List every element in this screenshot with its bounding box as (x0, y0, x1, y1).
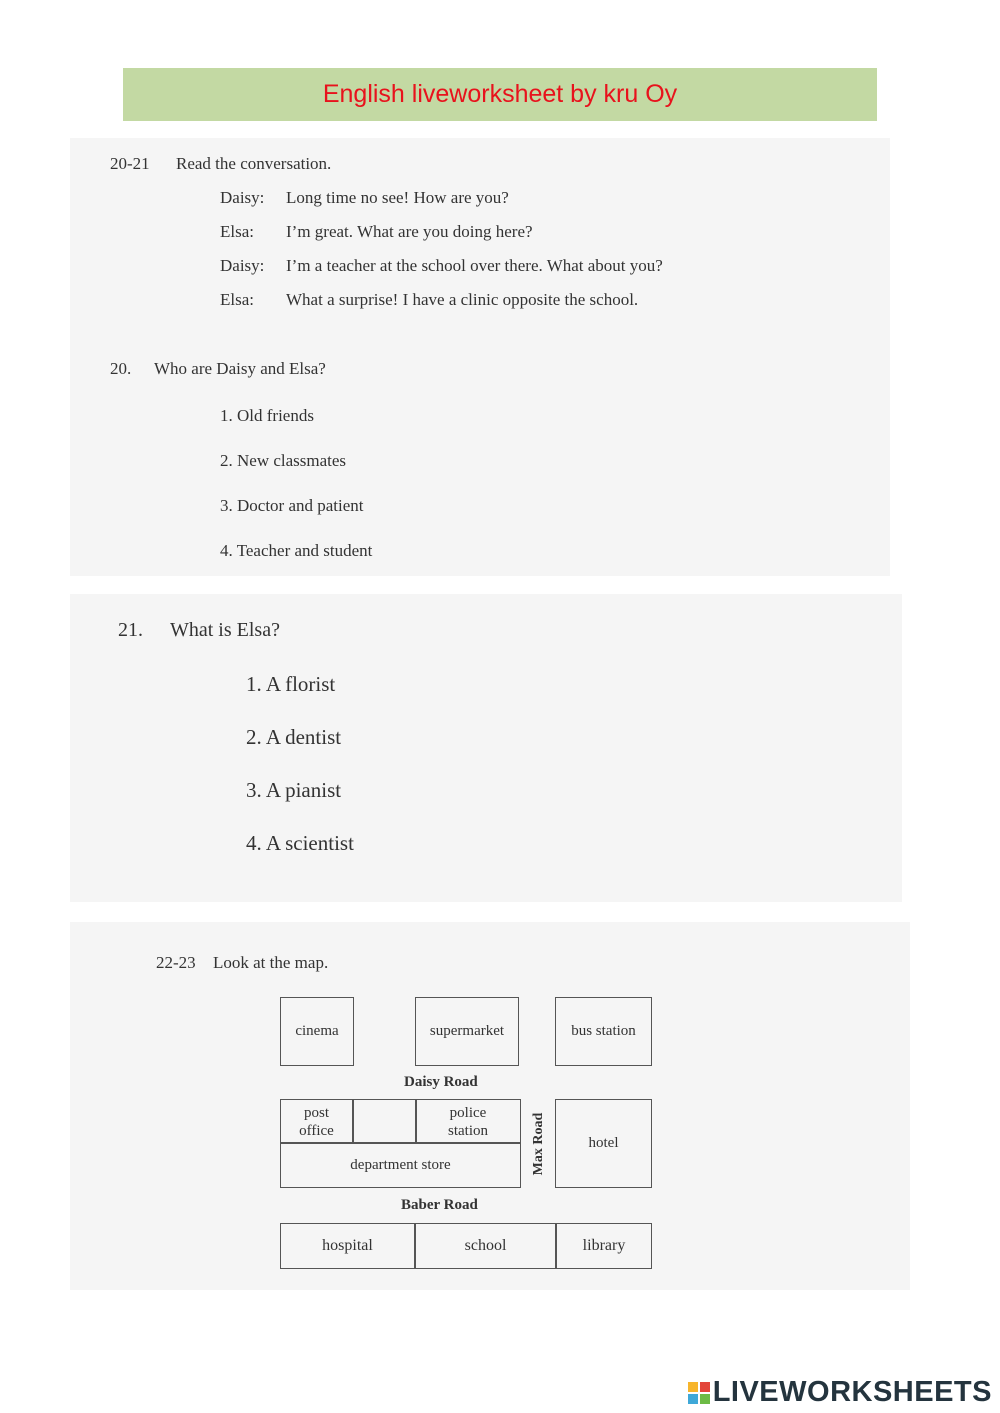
question-text: What is Elsa? (170, 619, 280, 641)
dialogue-line: I’m great. What are you doing here? (286, 222, 533, 241)
question-text: Who are Daisy and Elsa? (154, 359, 326, 378)
question-number: 20. (110, 359, 132, 378)
logo-grid-icon (688, 1382, 710, 1404)
map-label: school (464, 1237, 507, 1254)
question-number: 21. (118, 619, 143, 641)
logo-text: LIVEWORKSHEETS (712, 1376, 992, 1408)
map-label: hotel (588, 1135, 619, 1152)
map-label: department store (350, 1157, 451, 1173)
dialogue-line: What a surprise! I have a clinic opposite the school. (286, 290, 639, 309)
section-instruction: Look at the map. (213, 953, 329, 972)
answer-option[interactable]: 2. A dentist (246, 725, 342, 749)
answer-option[interactable]: 4. A scientist (246, 831, 354, 855)
map-hospital (281, 1224, 414, 1268)
map-library (557, 1224, 651, 1268)
map-label: library (582, 1237, 626, 1254)
speaker-label: Elsa: (220, 290, 254, 309)
section-number: 20-21 (110, 154, 150, 173)
section-instruction: Read the conversation. (176, 154, 332, 173)
banner-title: English liveworksheet by kru Oy (322, 80, 678, 108)
logo-square (700, 1394, 710, 1404)
map-label: cinema (295, 1023, 339, 1040)
map-label: post office (299, 1104, 334, 1139)
map-label: hospital (322, 1237, 373, 1254)
logo-square (700, 1382, 710, 1392)
map-label: supermarket (429, 1023, 505, 1040)
answer-option[interactable]: 4. Teacher and student (220, 541, 373, 560)
logo-square (688, 1382, 698, 1392)
logo-square (688, 1394, 698, 1404)
map-label: bus station (571, 1023, 636, 1040)
map-police-station (416, 1101, 520, 1142)
answer-option[interactable]: 1. Old friends (220, 406, 314, 425)
speaker-label: Daisy: (220, 188, 265, 207)
answer-option[interactable]: 3. Doctor and patient (220, 496, 364, 515)
baber-road-label: Baber Road (401, 1197, 478, 1213)
map-divider (352, 1099, 354, 1143)
answer-option[interactable]: 1. A florist (246, 672, 336, 696)
daisy-road-label: Daisy Road (404, 1074, 478, 1090)
speaker-label: Daisy: (220, 256, 265, 275)
map-cinema (280, 997, 354, 1066)
map-post-office (281, 1101, 352, 1142)
speaker-label: Elsa: (220, 222, 254, 241)
map-school (416, 1224, 555, 1268)
dialogue-line: I’m a teacher at the school over there. What about you? (286, 256, 663, 275)
map-bus-station (555, 997, 652, 1066)
max-road-label: Max Road (531, 1112, 546, 1176)
map-label: police station (448, 1104, 488, 1139)
answer-option[interactable]: 3. A pianist (246, 778, 342, 802)
dialogue-line: Long time no see! How are you? (286, 188, 509, 207)
worksheet-banner (123, 68, 877, 121)
liveworksheets-logo (688, 1376, 992, 1409)
map-department-store (281, 1144, 520, 1187)
section-number: 22-23 (156, 953, 196, 972)
map-hotel (555, 1099, 652, 1188)
map-supermarket (415, 997, 519, 1066)
answer-option[interactable]: 2. New classmates (220, 451, 347, 470)
